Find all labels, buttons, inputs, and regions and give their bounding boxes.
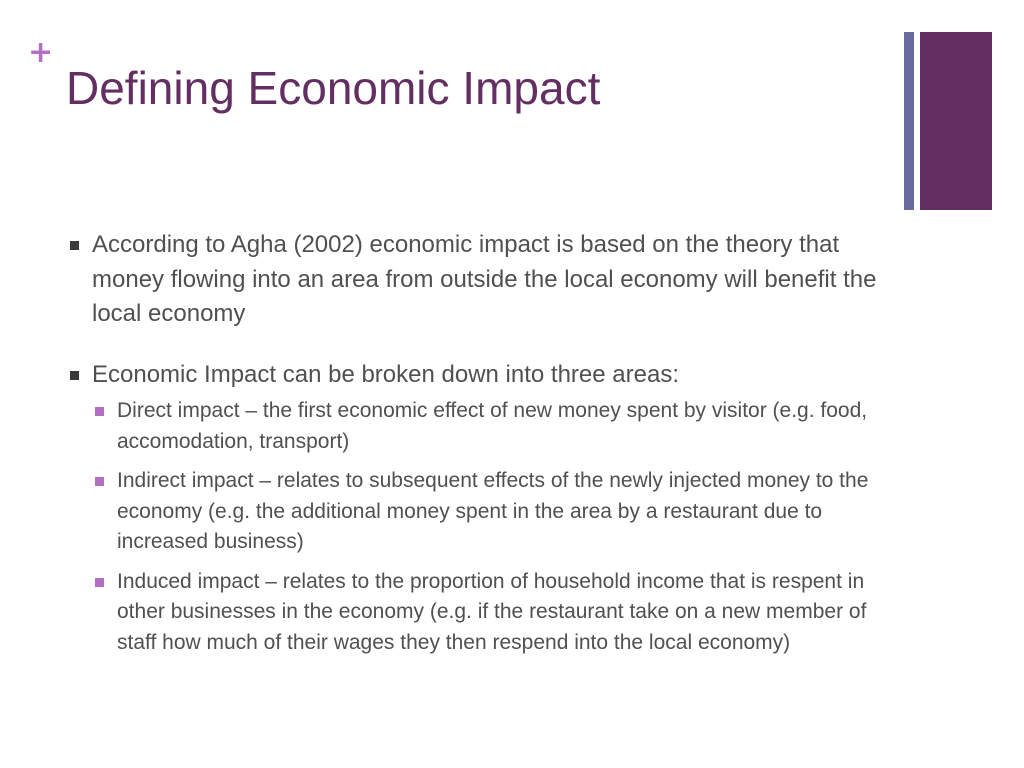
square-bullet-icon	[95, 407, 104, 416]
sub-bullet-text: Induced impact – relates to the proportion of household income that is respent in other businesses in the economy (e.g. if the restaurant take on a new member of staff how much of their wages they then respend into the local economy)	[117, 569, 867, 654]
slide-title: Defining Economic Impact	[66, 62, 601, 114]
slide-body	[68, 228, 898, 658]
bullet-text: According to Agha (2002) economic impact is based on the theory that money flowing into an area from outside the local economy will benefit the local economy	[92, 231, 877, 327]
square-bullet-icon	[70, 241, 79, 250]
bullet-text: Economic Impact can be broken down into three areas:	[92, 360, 679, 388]
bullet-item	[68, 228, 898, 332]
sub-bullet-text: Direct impact – the first economic effect of new money spent by visitor (e.g. food, accomodation, transport)	[117, 399, 868, 453]
decorative-bar-thin	[904, 32, 914, 210]
sub-bullet-text: Indirect impact – relates to subsequent effects of the newly injected money to the economy (e.g. the additional money spent in the area by a restaurant due to increased business)	[117, 469, 869, 553]
sub-bullet-item	[68, 466, 898, 558]
decorative-bar-thick	[920, 32, 992, 210]
sub-bullet-item	[68, 567, 898, 659]
bullet-item	[68, 358, 898, 393]
square-bullet-icon	[95, 578, 104, 587]
square-bullet-icon	[70, 371, 79, 380]
sub-bullet-list	[68, 396, 898, 658]
sub-bullet-item	[68, 396, 898, 457]
square-bullet-icon	[95, 477, 104, 486]
plus-icon: +	[28, 35, 54, 70]
